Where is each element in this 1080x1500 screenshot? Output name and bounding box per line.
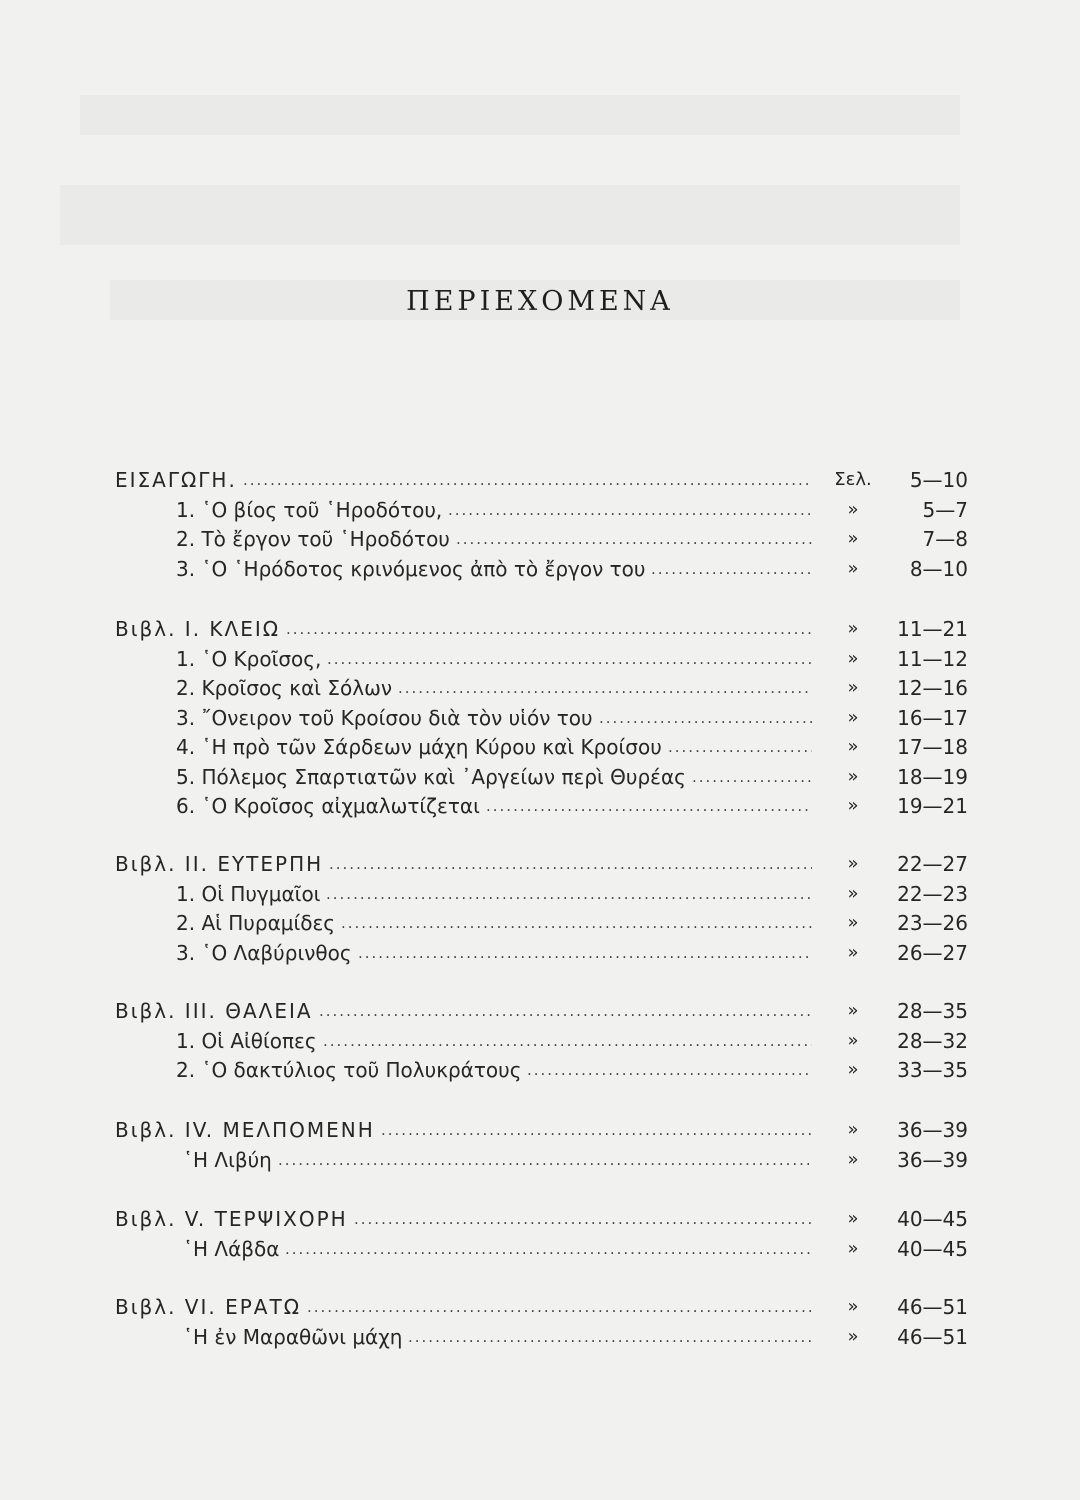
page-range: 17—18 bbox=[897, 735, 968, 759]
section-heading-label: Βιβλ. ΙV. ΜΕΛΠΟΜΕΝΗ bbox=[115, 1118, 375, 1142]
toc-section-heading bbox=[0, 1292, 1080, 1322]
entry-title: Αἱ Πυραμίδες bbox=[201, 911, 336, 935]
page-range: 5—7 bbox=[922, 497, 968, 522]
entry-title: Κροῖσος καὶ Σόλων bbox=[201, 676, 392, 700]
toc-section-heading bbox=[0, 1115, 1080, 1145]
page-range: 22—27 bbox=[897, 852, 968, 876]
entry-title: Πόλεμος Σπαρτιατῶν καὶ ᾿Αργείων περὶ Θυρέας bbox=[201, 764, 686, 789]
dot-leader bbox=[327, 644, 812, 674]
entry-number: 1. bbox=[176, 1028, 196, 1053]
dot-leader bbox=[527, 1055, 812, 1085]
page-marker: » bbox=[847, 618, 859, 639]
page-range: 33—35 bbox=[897, 1058, 968, 1082]
dot-leader bbox=[358, 938, 812, 968]
page-range: 11—21 bbox=[897, 617, 968, 641]
page-range: 26—27 bbox=[897, 940, 968, 965]
dot-leader bbox=[286, 614, 812, 644]
entry-number: 3. bbox=[176, 556, 196, 581]
entry-number: 1. bbox=[176, 497, 196, 522]
dot-leader bbox=[599, 703, 812, 733]
dot-leader bbox=[408, 1322, 812, 1352]
entry-label bbox=[183, 1234, 279, 1264]
dot-leader bbox=[651, 554, 812, 584]
dot-leader bbox=[329, 849, 812, 879]
toc-entry bbox=[0, 524, 1080, 554]
entry-number: 1. bbox=[176, 646, 196, 671]
toc-entry bbox=[0, 938, 1080, 968]
page-range: 5—10 bbox=[909, 468, 968, 492]
entry-title: ῾Ο Λαβύρινθος bbox=[201, 940, 352, 965]
page-range: 23—26 bbox=[897, 911, 968, 935]
ditto-marker: » bbox=[847, 912, 859, 933]
section-heading-label: Βιβλ. VΙ. ΕΡΑΤΩ bbox=[115, 1295, 301, 1319]
entry-number: 3. bbox=[176, 940, 196, 965]
show-through-stain bbox=[60, 185, 960, 245]
entry-label bbox=[176, 1026, 317, 1056]
dot-leader bbox=[243, 465, 812, 495]
toc-section-heading bbox=[0, 614, 1080, 644]
page-range: 28—35 bbox=[897, 999, 968, 1023]
ditto-marker: » bbox=[847, 677, 859, 698]
entry-label bbox=[183, 1322, 402, 1352]
page-range: 40—45 bbox=[897, 1236, 968, 1261]
ditto-marker: » bbox=[847, 765, 859, 787]
ditto-marker: » bbox=[847, 557, 859, 579]
toc-entry bbox=[0, 791, 1080, 821]
page-title: ΠΕΡΙΕΧΟΜΕΝΑ bbox=[406, 286, 674, 317]
page-range: 12—16 bbox=[897, 676, 968, 700]
toc-entry bbox=[0, 554, 1080, 584]
entry-label bbox=[176, 673, 392, 703]
page-range: 36—39 bbox=[897, 1147, 968, 1172]
page-range: 46—51 bbox=[897, 1324, 968, 1349]
toc-entry bbox=[0, 1234, 1080, 1264]
entry-title: Τὸ ἔργον τοῦ ῾Ηροδότου bbox=[201, 527, 450, 551]
section-heading-label: Βιβλ. Ι. ΚΛΕΙΩ bbox=[115, 617, 281, 641]
entry-label bbox=[176, 703, 593, 733]
entry-number: 2. bbox=[176, 911, 196, 935]
toc-section-heading bbox=[0, 849, 1080, 879]
toc-entry bbox=[0, 732, 1080, 762]
entry-label bbox=[176, 495, 442, 525]
ditto-marker: » bbox=[847, 1148, 859, 1170]
page-marker: » bbox=[847, 1208, 859, 1229]
page-range: 11—12 bbox=[897, 646, 968, 671]
page-range: 7—8 bbox=[922, 527, 968, 551]
toc-entry bbox=[0, 1055, 1080, 1085]
dot-leader bbox=[341, 908, 812, 938]
toc-entry bbox=[0, 644, 1080, 674]
ditto-marker: » bbox=[847, 1325, 859, 1347]
ditto-marker: » bbox=[847, 736, 859, 757]
toc-entry bbox=[0, 1026, 1080, 1056]
entry-number: 2. bbox=[176, 1058, 196, 1082]
dot-leader bbox=[381, 1115, 812, 1145]
toc-section-heading bbox=[0, 996, 1080, 1026]
section-heading-label: ΕΙΣΑΓΩΓΗ. bbox=[115, 468, 237, 492]
page-range: 16—17 bbox=[897, 705, 968, 730]
entry-title: ῾Ο ῾Ηρόδοτος κρινόμενος ἀπὸ τὸ ἔργον του bbox=[201, 556, 646, 581]
section-heading-label: Βιβλ. V. ΤΕΡΨΙΧΟΡΗ bbox=[115, 1207, 348, 1231]
toc-entry bbox=[0, 1145, 1080, 1175]
page-range: 36—39 bbox=[897, 1118, 968, 1142]
ditto-marker: » bbox=[847, 1029, 859, 1051]
page-range: 19—21 bbox=[897, 794, 968, 818]
ditto-marker: » bbox=[847, 498, 859, 520]
toc-entry bbox=[0, 495, 1080, 525]
entry-label bbox=[176, 879, 320, 909]
entry-number: 1. bbox=[176, 881, 196, 906]
section-heading-label: Βιβλ. ΙΙΙ. ΘΑΛΕΙΑ bbox=[115, 999, 313, 1023]
page-marker: » bbox=[847, 853, 859, 874]
entry-label bbox=[176, 938, 352, 968]
page-range: 28—32 bbox=[897, 1028, 968, 1053]
toc-entry bbox=[0, 879, 1080, 909]
dot-leader bbox=[285, 1234, 812, 1264]
entry-label bbox=[176, 1055, 521, 1085]
entry-title: ῾Ο βίος τοῦ ῾Ηροδότου, bbox=[201, 497, 443, 522]
dot-leader bbox=[398, 673, 812, 703]
entry-number: 4. bbox=[176, 735, 196, 759]
entry-number: 2. bbox=[176, 676, 196, 700]
ditto-marker: » bbox=[847, 1237, 859, 1259]
dot-leader bbox=[456, 524, 812, 554]
entry-title: ῾Η Λάβδα bbox=[183, 1236, 280, 1261]
ditto-marker: » bbox=[847, 1059, 859, 1080]
page-range: 46—51 bbox=[897, 1295, 968, 1319]
ditto-marker: » bbox=[847, 795, 859, 816]
dot-leader bbox=[354, 1204, 812, 1234]
dot-leader bbox=[668, 732, 812, 762]
toc-entry bbox=[0, 1322, 1080, 1352]
toc-section-heading bbox=[0, 1204, 1080, 1234]
entry-label bbox=[176, 554, 645, 584]
page-marker: » bbox=[847, 1000, 859, 1021]
dot-leader bbox=[319, 996, 812, 1026]
toc-entry bbox=[0, 762, 1080, 792]
page-range: 22—23 bbox=[897, 881, 968, 906]
ditto-marker: » bbox=[847, 706, 859, 728]
entry-label bbox=[176, 644, 321, 674]
entry-label bbox=[176, 908, 335, 938]
page-range: 8—10 bbox=[909, 556, 968, 581]
entry-label bbox=[183, 1145, 272, 1175]
dot-leader bbox=[692, 762, 812, 792]
page-range: 40—45 bbox=[897, 1207, 968, 1231]
entry-title: Οἱ Πυγμαῖοι bbox=[201, 881, 321, 906]
page-marker: » bbox=[847, 1296, 859, 1317]
entry-title: ῾Η πρὸ τῶν Σάρδεων μάχη Κύρου καὶ Κροίσου bbox=[201, 735, 662, 759]
ditto-marker: » bbox=[847, 882, 859, 904]
toc-section-heading bbox=[0, 465, 1080, 495]
dot-leader bbox=[278, 1145, 812, 1175]
dot-leader bbox=[307, 1292, 812, 1322]
entry-title: ῾Ο Κροῖσος, bbox=[201, 646, 322, 671]
section-heading-label: Βιβλ. ΙΙ. ΕΥΤΕΡΠΗ bbox=[115, 852, 324, 876]
dot-leader bbox=[326, 879, 812, 909]
ditto-marker: » bbox=[847, 941, 859, 963]
entry-number: 2. bbox=[176, 527, 196, 551]
dot-leader bbox=[486, 791, 812, 821]
entry-label bbox=[176, 732, 662, 762]
entry-label bbox=[176, 791, 480, 821]
entry-label bbox=[176, 524, 450, 554]
entry-title: ῾Η ἐν Μαραθῶνι μάχη bbox=[183, 1324, 403, 1349]
entry-title: ῾Ο δακτύλιος τοῦ Πολυκράτους bbox=[201, 1058, 522, 1082]
entry-title: ῾Ο Κροῖσος αἰχμαλωτίζεται bbox=[201, 794, 480, 818]
ditto-marker: » bbox=[847, 528, 859, 549]
entry-title: ῾Η Λιβύη bbox=[183, 1147, 272, 1172]
entry-number: 6. bbox=[176, 794, 196, 818]
dot-leader bbox=[448, 495, 812, 525]
toc-entry bbox=[0, 673, 1080, 703]
ditto-marker: » bbox=[847, 647, 859, 669]
entry-title: Οἱ Αἰθίοπες bbox=[201, 1028, 317, 1053]
show-through-stain bbox=[80, 95, 960, 135]
entry-number: 3. bbox=[176, 705, 196, 730]
entry-title: ῎Ονειρον τοῦ Κροίσου διὰ τὸν υἱόν του bbox=[201, 705, 593, 730]
page-range: 18—19 bbox=[897, 764, 968, 789]
dot-leader bbox=[323, 1026, 812, 1056]
entry-number: 5. bbox=[176, 764, 196, 789]
toc-entry bbox=[0, 703, 1080, 733]
page-marker: » bbox=[847, 1119, 859, 1140]
page-marker: Σελ. bbox=[834, 469, 872, 490]
toc-entry bbox=[0, 908, 1080, 938]
entry-label bbox=[176, 762, 686, 792]
